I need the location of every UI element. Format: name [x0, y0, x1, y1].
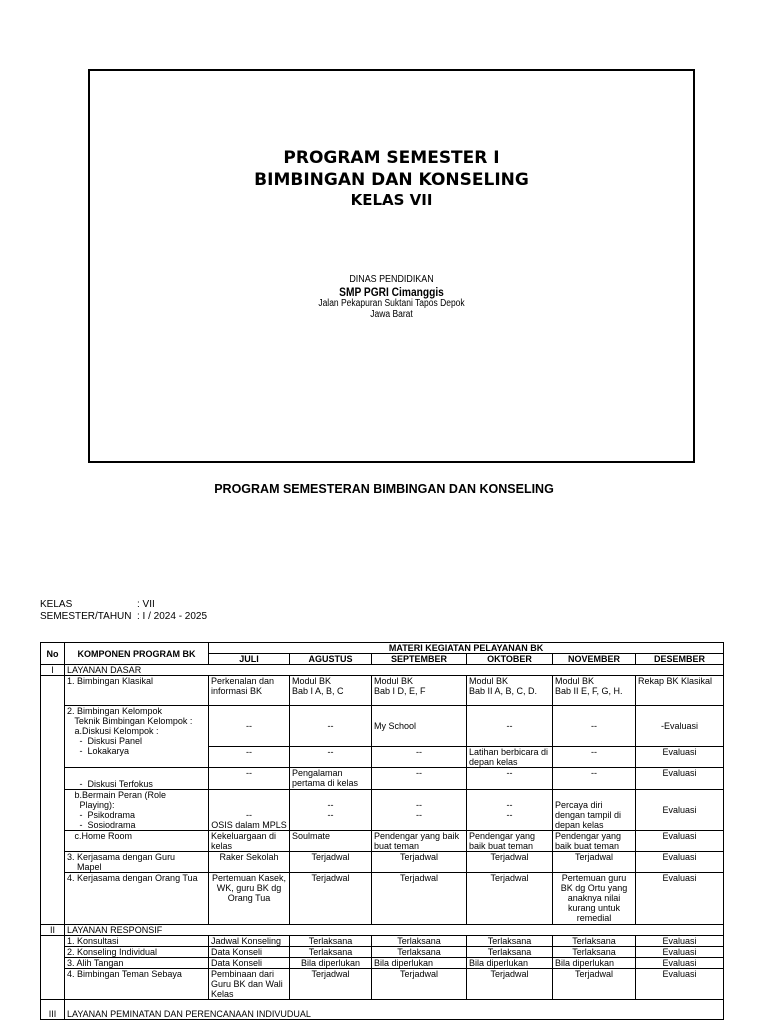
cell: -- -- — [290, 790, 372, 831]
table-row — [41, 852, 724, 873]
header-month: JULI — [209, 654, 290, 665]
cover-address-2: Jawa Barat — [370, 309, 413, 320]
komponen-cell: 4. Bimbingan Teman Sebaya — [65, 969, 209, 1000]
cell: Evaluasi — [636, 768, 724, 790]
cell: Pendengar yang baik buat teman — [467, 831, 553, 852]
komponen-cell: 3. Kerjasama dengan Guru Mapel — [65, 852, 209, 873]
meta-kelas — [40, 599, 155, 610]
cell: Terlaksana — [553, 936, 636, 947]
header-month: OKTOBER — [467, 654, 553, 665]
header-month: AGUSTUS — [290, 654, 372, 665]
cell: Terjadwal — [553, 852, 636, 873]
cell: Terjadwal — [290, 969, 372, 1000]
cell: -Evaluasi — [636, 706, 724, 747]
cell: Pertemuan guru BK dg Ortu yang anaknya nilai kurang untuk remedial — [553, 873, 636, 925]
cell: Terjadwal — [553, 969, 636, 1000]
cell: -- — [290, 747, 372, 768]
cell: Terlaksana — [372, 936, 467, 947]
program-table — [40, 642, 724, 1020]
meta-kelas-value: : VII — [137, 599, 155, 610]
cell: -- — [209, 747, 290, 768]
cell: Evaluasi — [636, 969, 724, 1000]
header-month: SEPTEMBER — [372, 654, 467, 665]
cell: -- OSIS dalam MPLS — [209, 790, 290, 831]
cell: Terjadwal — [372, 873, 467, 925]
cell: Terlaksana — [290, 936, 372, 947]
table-row — [41, 831, 724, 852]
cell: Bila diperlukan — [553, 958, 636, 969]
cell: Percaya diri dengan tampil di depan kelas — [553, 790, 636, 831]
cover-agency: DINAS PENDIDIKAN — [349, 273, 434, 285]
table-row — [41, 768, 724, 790]
cell: Data Konseli — [209, 958, 290, 969]
cell: -- — [372, 747, 467, 768]
cover-school: SMP PGRI Cimanggis — [339, 285, 444, 299]
cell: Evaluasi — [636, 852, 724, 873]
komponen-cell: 2. Konseling Individual — [65, 947, 209, 958]
komponen-cell: 2. Bimbingan Kelompok Teknik Bimbingan Kelompok : a.Diskusi Kelompok : - Diskusi Panel - Lokakarya — [65, 706, 209, 768]
section-no: I — [41, 665, 65, 676]
header-month: DESEMBER — [636, 654, 724, 665]
header-komponen: KOMPONEN PROGRAM BK — [65, 643, 209, 665]
cell: Evaluasi — [636, 747, 724, 768]
cover-title-2: BIMBINGAN DAN KONSELING — [254, 170, 529, 190]
cell: Terjadwal — [467, 852, 553, 873]
komponen-cell: 3. Alih Tangan — [65, 958, 209, 969]
cover-title-1: PROGRAM SEMESTER I — [283, 148, 500, 168]
header-materi: MATERI KEGIATAN PELAYANAN BK — [209, 643, 724, 654]
cell: Latihan berbicara di depan kelas — [467, 747, 553, 768]
cell: Pembinaan dari Guru BK dan Wali Kelas — [209, 969, 290, 1000]
cell: Terjadwal — [372, 852, 467, 873]
komponen-cell: 4. Kerjasama dengan Orang Tua — [65, 873, 209, 925]
cell: Pertemuan Kasek, WK, guru BK dg Orang Tua — [209, 873, 290, 925]
section-row — [41, 925, 724, 936]
cell: Kekeluargaan di kelas — [209, 831, 290, 852]
cell: Evaluasi — [636, 958, 724, 969]
meta-semester — [40, 611, 207, 622]
cell: Modul BK Bab I D, E, F — [372, 676, 467, 706]
cell: -- — [553, 706, 636, 747]
cover-title-3: KELAS VII — [350, 191, 433, 209]
section-title: LAYANAN PEMINATAN DAN PERENCANAAN INDIVUDUAL — [65, 1000, 724, 1020]
cell: Evaluasi — [636, 873, 724, 925]
table-header-row — [41, 643, 724, 654]
cell: Terlaksana — [290, 947, 372, 958]
no-cell — [41, 936, 65, 1000]
cell: -- — [467, 706, 553, 747]
cell: Terjadwal — [467, 873, 553, 925]
komponen-cell: b.Bermain Peran (Role Playing): - Psikodrama - Sosiodrama — [65, 790, 209, 831]
cell: Terlaksana — [467, 936, 553, 947]
komponen-cell: - Diskusi Terfokus — [65, 768, 209, 790]
cell: My School — [372, 706, 467, 747]
cell: Evaluasi — [636, 947, 724, 958]
cell: -- — [372, 768, 467, 790]
cell: Bila diperlukan — [290, 958, 372, 969]
cell: Evaluasi — [636, 936, 724, 947]
cell: Modul BK Bab II E, F, G, H. — [553, 676, 636, 706]
cell: Terjadwal — [372, 969, 467, 1000]
cell: -- — [467, 768, 553, 790]
cell: -- — [553, 747, 636, 768]
cover-address-1: Jalan Pekapuran Suktani Tapos Depok — [318, 298, 465, 309]
komponen-cell: c.Home Room — [65, 831, 209, 852]
cell: Evaluasi — [636, 831, 724, 852]
cell: Terjadwal — [290, 873, 372, 925]
table-row — [41, 676, 724, 706]
cell: -- — [290, 706, 372, 747]
table-row — [41, 969, 724, 1000]
meta-semester-value: : I / 2024 - 2025 — [137, 611, 208, 622]
table-row — [41, 936, 724, 947]
cell: Raker Sekolah — [209, 852, 290, 873]
cell: -- — [209, 768, 290, 790]
cell: Terjadwal — [467, 969, 553, 1000]
meta-semester-label: SEMESTER/TAHUN — [40, 611, 132, 622]
cell: Jadwal Konseling — [209, 936, 290, 947]
header-no: No — [41, 643, 65, 665]
section-no: III — [41, 1000, 65, 1020]
meta-kelas-label: KELAS — [40, 599, 73, 610]
table-row — [41, 873, 724, 925]
table-row — [41, 706, 724, 747]
cell: Soulmate — [290, 831, 372, 852]
cell: Pendengar yang baik buat teman — [372, 831, 467, 852]
table-row — [41, 947, 724, 958]
cell: -- — [209, 706, 290, 747]
no-cell — [41, 676, 65, 925]
cell: -- -- — [372, 790, 467, 831]
cell: Pengalaman pertama di kelas — [290, 768, 372, 790]
cell: Terlaksana — [467, 947, 553, 958]
cell: Bila diperlukan — [372, 958, 467, 969]
section-title: LAYANAN RESPONSIF — [65, 925, 724, 936]
cell: Data Konseli — [209, 947, 290, 958]
header-month: NOVEMBER — [553, 654, 636, 665]
komponen-cell: 1. Bimbingan Klasikal — [65, 676, 209, 706]
section-row — [41, 1000, 724, 1020]
cell: Rekap BK Klasikal — [636, 676, 724, 706]
cell: Modul BK Bab I A, B, C — [290, 676, 372, 706]
table-row — [41, 790, 724, 831]
cell: -- -- — [467, 790, 553, 831]
cell: Modul BK Bab II A, B, C, D. — [467, 676, 553, 706]
cell: Terlaksana — [553, 947, 636, 958]
cell: Evaluasi — [636, 790, 724, 831]
cell: Terlaksana — [372, 947, 467, 958]
cover-box — [88, 69, 695, 463]
document-subtitle: PROGRAM SEMESTERAN BIMBINGAN DAN KONSELING — [214, 482, 554, 496]
cell: Perkenalan dan informasi BK — [209, 676, 290, 706]
cell: Terjadwal — [290, 852, 372, 873]
cell: Pendengar yang baik buat teman — [553, 831, 636, 852]
table-row — [41, 958, 724, 969]
section-title: LAYANAN DASAR — [65, 665, 724, 676]
cell: Bila diperlukan — [467, 958, 553, 969]
cell: -- — [553, 768, 636, 790]
section-no: II — [41, 925, 65, 936]
komponen-cell: 1. Konsultasi — [65, 936, 209, 947]
section-row — [41, 665, 724, 676]
